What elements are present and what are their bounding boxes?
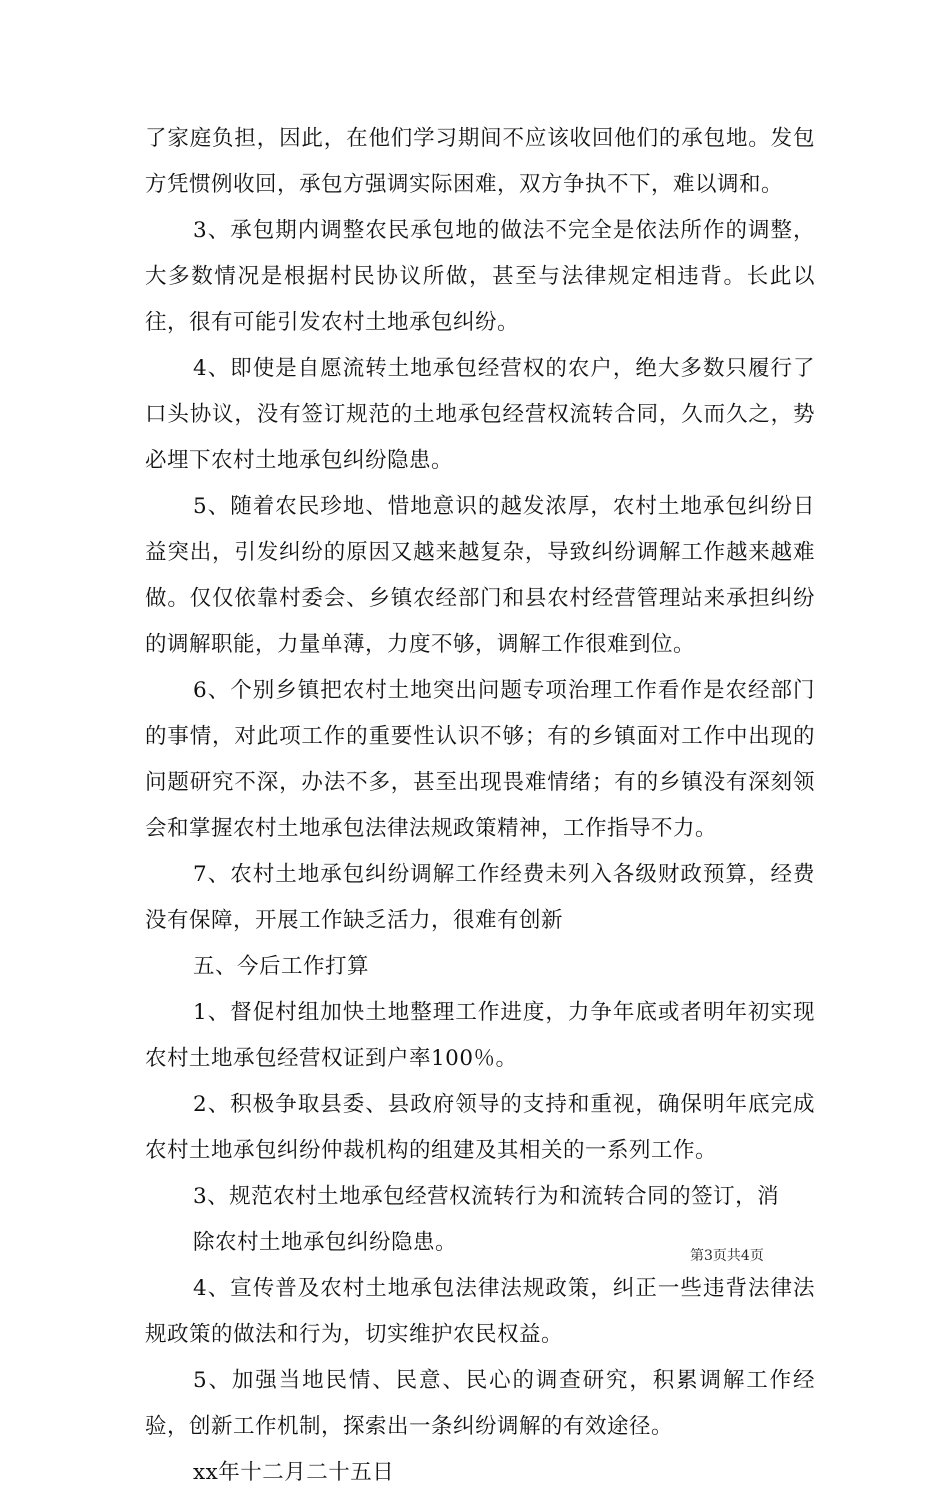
paragraph-continuation: 了家庭负担，因此，在他们学习期间不应该收回他们的承包地。发包方凭惯例收回，承包方强调实际困难，双方争执不下，难以调和。	[145, 126, 815, 197]
paragraph-item-5: 5、随着农民珍地、惜地意识的越发浓厚，农村土地承包纠纷日益突出，引发纠纷的原因又越来越复杂，导致纠纷调解工作越来越难做。仅仅依靠村委会、乡镇农经部门和县农村经营管理站来承担纠纷的调解职能，力量单薄，力度不够，调解工作很难到位。	[145, 494, 815, 657]
paragraph-item-7: 7、农村土地承包纠纷调解工作经费未列入各级财政预算，经费没有保障，开展工作缺乏活力，很难有创新	[145, 862, 815, 933]
paragraph-item-4: 4、即使是自愿流转土地承包经营权的农户，绝大多数只履行了口头协议，没有签订规范的土地承包经营权流转合同，久而久之，势必埋下农村土地承包纠纷隐患。	[145, 356, 815, 473]
plan-item-3-continued: 除农村土地承包纠纷隐患。	[193, 1230, 458, 1255]
plan-item-5: 5、加强当地民情、民意、民心的调查研究，积累调解工作经验，创新工作机制，探索出一条纠纷调解的有效途径。	[145, 1368, 815, 1439]
plan-item-2: 2、积极争取县委、县政府领导的支持和重视，确保明年底完成农村土地承包纠纷仲裁机构的组建及其相关的一系列工作。	[145, 1092, 815, 1163]
page-number: 第3页共4页	[690, 1248, 764, 1264]
plan-item-4: 4、宣传普及农村土地承包法律法规政策，纠正一些违背法律法规政策的做法和行为，切实维护农民权益。	[145, 1276, 815, 1347]
plan-item-3: 3、规范农村土地承包经营权流转行为和流转合同的签订，消	[193, 1184, 780, 1209]
document-date: xx年十二月二十五日	[193, 1460, 395, 1485]
plan-item-1: 1、督促村组加快土地整理工作进度，力争年底或者明年初实现农村土地承包经营权证到户率100％。	[145, 1000, 815, 1071]
document-body	[145, 116, 815, 1496]
section-heading-future-plans: 五、今后工作打算	[193, 954, 370, 979]
paragraph-item-6: 6、个别乡镇把农村土地突出问题专项治理工作看作是农经部门的事情，对此项工作的重要性认识不够；有的乡镇面对工作中出现的问题研究不深，办法不多，甚至出现畏难情绪；有的乡镇没有深刻领会和掌握农村土地承包法律法规政策精神，工作指导不力。	[145, 678, 815, 841]
paragraph-item-3: 3、承包期内调整农民承包地的做法不完全是依法所作的调整，大多数情况是根据村民协议所做，甚至与法律规定相违背。长此以往，很有可能引发农村土地承包纠纷。	[145, 218, 815, 335]
